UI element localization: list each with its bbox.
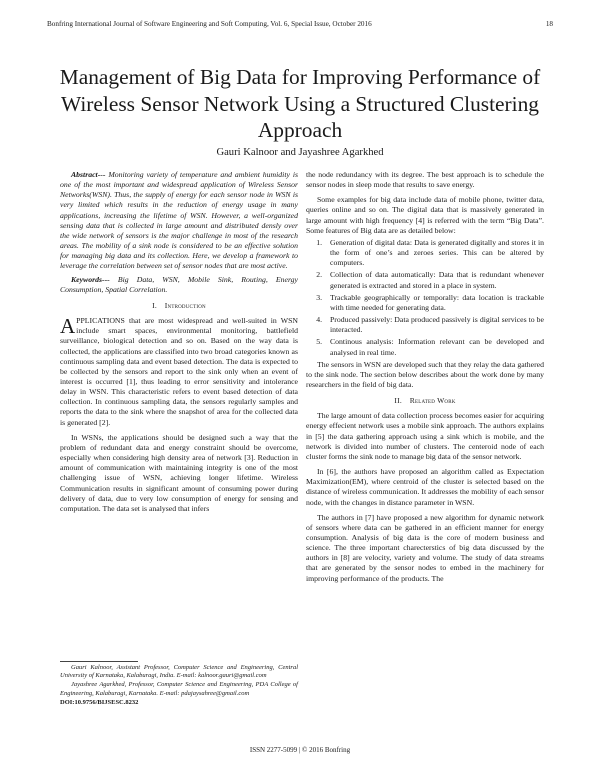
- list-item: 2. Collection of data automatically: Data that is redundant whenever generated is extracted and stored in a place in system.: [324, 270, 544, 290]
- related-work-paragraph-3: The authors in [7] have proposed a new algorithm for dynamic network of sensors where data can be gathered in an efficient manner for energy consumption. Analysis of big data is the core of modern business and science. The three important charecterstics of big data discussed by the authors in [8] are velocity, variety and volume. The study of data streams that are generated by the sensor nodes to embed in the machinery for improving performance of the products. The: [306, 512, 544, 583]
- abstract-text: Monitoring variety of temperature and ambient humidity is one of the most important and widespread application of Wireless Sensor Networks(WSN). Thus, the supply of energy for each sensor node in WSN is very limited which results in the reduction of energy usage in many applications, increasing the lifetime of WSN. However, a well-organized sensing data that is collected in large amount and distributed densly over the wide network of sensors is the major challenge in most of the research areas. The mobility of a sink node is considered to be an effective solution for managing big data and its collection. Here, we develop a framework to leverage the correlation between set of sensor nodes that are most active.: [60, 170, 298, 271]
- footnote-divider: [60, 661, 138, 662]
- sensors-paragraph: The sensors in WSN are developed such that they relay the data gathered to the sink node. The section below describes about the work done by many researchers in the field of big data.: [306, 359, 544, 389]
- section-heading-related-work: II. Related Work: [394, 396, 456, 406]
- paper-title: Management of Big Data for Improving Performance of Wireless Sensor Network Using a Structured Clustering Approach: [59, 65, 541, 142]
- intro-paragraph-1: [60, 316, 298, 428]
- big-data-examples-paragraph: Some examples for big data include data of mobile phone, twitter data, queries online and so on. The digital data that is massively generated in large amount with high frequency [4] is referred with the term “Big Data”. Some features of Big data are as detailed below:: [306, 195, 544, 235]
- journal-citation: Bonfring International Journal of Software Engineering and Soft Computing, Vol. 6, Special Issue, October 2016: [47, 20, 372, 28]
- doi: DOI:10.9756/BIJSESC.8232: [60, 698, 139, 706]
- list-item: 4. Produced passively: Data produced passively is digital services to be interacted.: [324, 315, 544, 335]
- related-work-paragraph-1: The large amount of data collection process becomes easier for acquiring energy effecient network uses a mobile sink approach. The authors explains in [5] the data gathering approach using a sink which is mobile, and the network is divided into number of clusters. The centeroid node of each cluster forms the sink node to manage big data of the sensor network.: [306, 411, 544, 461]
- list-item: 5. Continous analysis: Information relevant can be developed and analysed in real time.: [324, 337, 544, 357]
- related-work-paragraph-2: In [6], the authors have proposed an algorithm called as Expectation Maximization(EM), where centroid of the cluster is selected based on the distance of wireless communication. It addresses the mobility of each sensor node, with the changes in distance parameter in WSN.: [306, 467, 544, 507]
- keywords-label: Keywords---: [71, 274, 110, 284]
- footnote-author-2: Jayashree Agarkhed, Professor, Computer Science and Engineering, PDA College of Engineering, Kalaburagi, Karnataka. E-mail: pdajaysahree@gmail.com: [60, 681, 298, 697]
- list-item: 3. Trackable geographically or temporally: data location is trackable with time needed for generating data.: [324, 293, 544, 313]
- section-heading-introduction: I. Introduction: [152, 300, 206, 310]
- page-number: 18: [545, 20, 553, 28]
- page-footer: ISSN 2277-5099 | © 2016 Bonfring: [249, 746, 351, 754]
- big-data-features-list: [306, 238, 544, 358]
- running-header: [47, 20, 553, 28]
- drop-cap: A: [60, 314, 76, 339]
- abstract: [60, 170, 298, 272]
- paper-authors: Gauri Kalnoor and Jayashree Agarkhed: [216, 147, 384, 158]
- intro-paragraph-1-text: PPLICATIONS that are most widespread and well-suited in WSN include smart spaces, environmental monitoring, battlefield surveillance, biological detection and so on. Based on the way data is collected, the applications are classified into two broad categories known as continuous sampling data and event based detection. The data is expected to be collected by the sensors and report to the sink only when an event of interest is occurred [1], thus leading to error sensitivity and intolerance delay in WSN. This characteristic refers to event based detection of data collection. In continuous sampling data, the sensors regularly samples and reports the data to the sink where the snapshot of area for the collected data is generated [2].: [60, 316, 298, 427]
- keywords: [60, 275, 298, 295]
- right-column: [306, 170, 544, 584]
- author-footnotes: [60, 664, 298, 708]
- intro-paragraph-2: In WSNs, the applications should be designed such a way that the problem of redundant data and energy constraint should be overcome, especially when considering high density area of network [3]. Reduction in amount of communication with maintaining integrity is one of the most challenging issue of WSN, achieving longer lifetime. Wireless Communication results in significant amount of consuming power during delivery of data, due to very low consumption of energy for sensing and computation. The data set is analysed that infers: [60, 432, 298, 513]
- list-item: 1. Generation of digital data: Data is generated digitally and stores it in the form of one’s and zeroes series. This can be altered by computers.: [324, 238, 544, 268]
- abstract-label: Abstract---: [71, 170, 106, 179]
- keywords-text: Big Data, WSN, Mobile Sink, Routing, Energy Consumption, Spatial Correlation.: [60, 274, 298, 294]
- continued-paragraph: the node redundancy with its degree. The best approach is to schedule the sensor nodes in sleep mode that results to save energy.: [306, 170, 544, 190]
- footnote-author-1: Gauri Kalnoor, Assistant Professor, Computer Science and Engineering, Central University of Karnataka, Kalaburagi, India. E-mail: kalnoor.gauri@gmail.com: [60, 664, 298, 680]
- left-column: [60, 170, 298, 514]
